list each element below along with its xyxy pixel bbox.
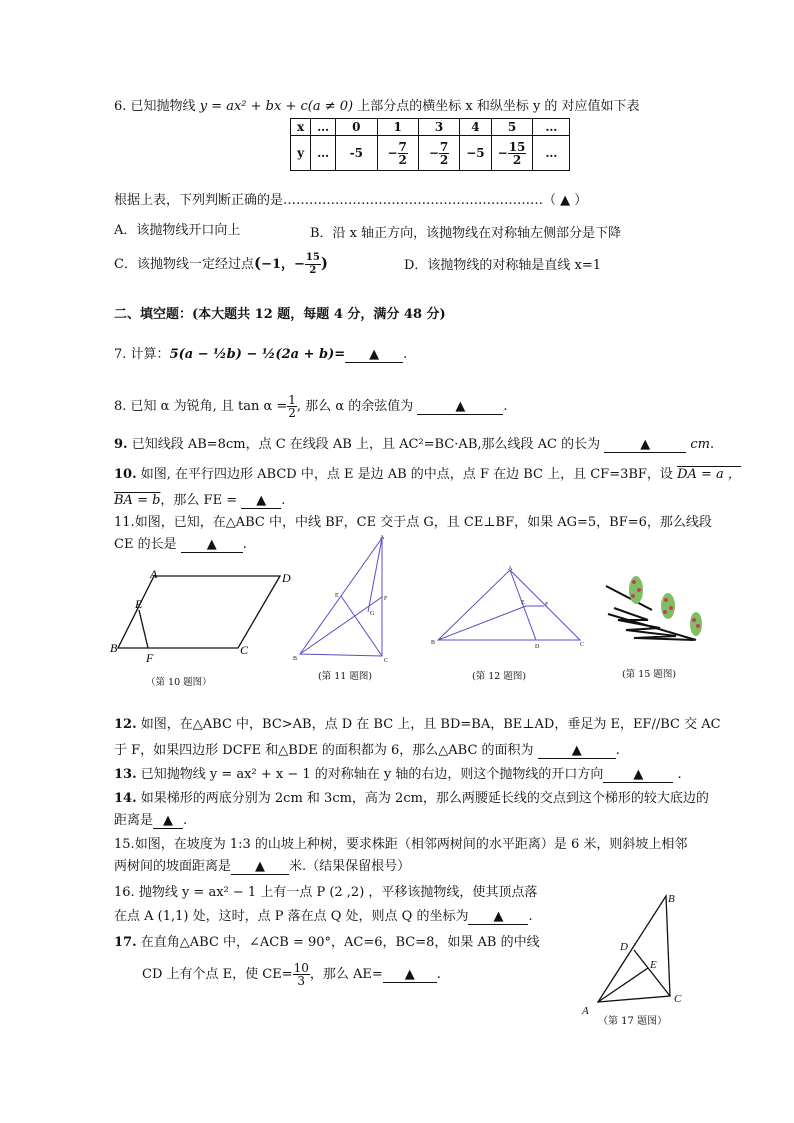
f15-trees	[629, 576, 702, 636]
f17-triangle	[598, 896, 670, 1002]
figure-15-slope-trees	[604, 568, 708, 648]
f15-caption: (第 15 题图)	[622, 669, 677, 680]
f11-label-f: F	[384, 596, 388, 602]
f17-median-cd	[634, 950, 670, 996]
f12-caption: (第 12 题图)	[472, 671, 527, 682]
q11-line2: CE 的长是 ▲ .	[114, 537, 247, 552]
q8: 8. 已知 α 为锐角, 且 tan α = $\frac{1}{2}$ , 那么 α 的余弦值为 ▲ .	[114, 393, 508, 420]
f17-label-b: B	[668, 893, 675, 905]
f17-caption: （第 17 题图）	[598, 1016, 668, 1027]
f15-slope-upper	[606, 586, 652, 610]
q6-number: 6.	[114, 99, 127, 114]
f10-label-f: F	[146, 651, 154, 665]
q11-answer-blank[interactable]: ▲	[181, 538, 243, 553]
q10-line1: 10. 如图, 在平行四边形 ABCD 中，点 E 是边 AB 的中点，点 F 在边 BC 上，且 CF=3BF，设 DA = a ，	[114, 467, 741, 482]
q11-line1: 11.如图，已知，在△ABC 中，中线 BF，CE 交于点 G，且 CE⊥BF，如果 AG=5，BF=6，那么线段	[114, 515, 712, 530]
f17-label-d: D	[620, 941, 628, 953]
f10-label-d: D	[282, 571, 291, 585]
f17-label-e: E	[650, 959, 657, 971]
q14-answer-blank[interactable]: ▲	[153, 814, 183, 829]
table-cell-frac: − $\frac{15}{2}$	[491, 136, 533, 171]
q12-line2: 于 F，如果四边形 DCFE 和△BDE 的面积都为 6，那么△ABC 的面积为 ▲ .	[114, 743, 620, 758]
f12-label-f: F	[545, 602, 549, 608]
f17-label-a: A	[582, 1005, 589, 1017]
q12-line1: 12. 如图，在△ABC 中，BC>AB，点 D 在 BC 上，且 BD=BA，BE⊥AD，垂足为 E，EF//BC 交 AC	[114, 717, 721, 732]
q13-answer-blank[interactable]: ▲	[603, 768, 673, 783]
q6-value-table	[290, 118, 570, 171]
figure-10-parallelogram	[110, 564, 300, 688]
f10-label-c: C	[240, 643, 249, 657]
f11-segment-ag	[368, 538, 382, 612]
f17-label-c: C	[674, 993, 682, 1005]
q14-line2: 距离是 ▲ .	[114, 813, 188, 828]
f12-label-c: C	[580, 642, 585, 648]
f12-segment-be	[438, 606, 526, 640]
section-2-heading: 二、填空题：(本大题共 12 题，每题 4 分，满分 48 分)	[114, 307, 446, 322]
q6-stem: 6. 已知抛物线 y = ax² + bx + c(a ≠ 0) 上部分点的横坐标 x 和纵坐标 y 的 对应值如下表	[114, 99, 640, 114]
f10-label-a: A	[150, 567, 158, 581]
f10-label-e: E	[135, 597, 143, 611]
q16-line2: 在点 A (1,1) 处，这时，点 P 落在点 Q 处，则点 Q 的坐标为 ▲ .	[114, 909, 533, 924]
figure-12-triangle	[428, 562, 588, 654]
f10-parallelogram	[118, 576, 280, 648]
f11-label-a: A	[380, 535, 385, 541]
table-cell-frac: − $\frac{7}{2}$	[377, 136, 418, 171]
q12-answer-blank[interactable]: ▲	[538, 744, 616, 759]
f10-caption: （第 10 题图）	[146, 677, 212, 688]
table-row-y: y … -5 − $\frac{7}{2}$ − $\frac{7}{2}$ −5 − $\frac{15}{2}$ …	[291, 136, 570, 171]
q17-answer-blank[interactable]: ▲	[383, 968, 437, 983]
q8-answer-blank[interactable]: ▲	[417, 400, 503, 415]
q9: 9. 已知线段 AB=8cm，点 C 在线段 AB 上，且 AC²=BC·AB,那么线段 AC 的长为 ▲ cm.	[114, 437, 715, 452]
q15-line1: 15.如图，在坡度为 1:3 的山坡上种树，要求株距（相邻两树间的水平距离）是 6 米，则斜坡上相邻	[114, 837, 688, 852]
q13: 13. 已知抛物线 y = ax² + x − 1 的对称轴在 y 轴的右边，则这个抛物线的开口方向 ▲ .	[114, 767, 682, 782]
f11-median-ce	[341, 596, 382, 656]
q17-line2: CD 上有个点 E，使 CE= $\frac{10}{3}$ ，那么 AE= ▲ .	[142, 961, 441, 988]
f12-label-a: A	[508, 566, 513, 572]
q16-line1: 16. 抛物线 y = ax² − 1 上有一点 P (2 ,2) ，平移该抛物线，使其顶点落	[114, 885, 538, 900]
f11-label-e: E	[335, 593, 339, 599]
f12-label-e: E	[521, 600, 525, 606]
q16-answer-blank[interactable]: ▲	[468, 910, 528, 925]
f17-segment-ae	[598, 968, 648, 1002]
q7-answer-blank[interactable]: ▲	[345, 348, 403, 363]
f11-caption: (第 11 题图)	[318, 671, 373, 682]
f10-segment-ef	[139, 610, 148, 648]
f11-label-g: G	[370, 611, 375, 617]
table-cell-frac: − $\frac{7}{2}$	[418, 136, 459, 171]
f10-label-b: B	[110, 641, 118, 655]
q6-option-b: B．沿 x 轴正方向，该抛物线在对称轴左侧部分是下降	[310, 226, 622, 241]
q6-option-d: D．该抛物线的对称轴是直线 x=1	[404, 258, 602, 273]
q7: 7. 计算：5(a − ½b) − ½(2a + b)= ▲ .	[114, 347, 408, 362]
q14-line1: 14. 如果梯形的两底分别为 2cm 和 3cm，高为 2cm，那么两腰延长线的交点到这个梯形的较大底边的	[114, 791, 709, 806]
figure-11-triangle	[290, 534, 400, 668]
f12-label-b: B	[431, 640, 436, 646]
f12-triangle	[438, 570, 580, 640]
figure-17-right-triangle	[578, 888, 688, 1022]
q6-option-c: C．该抛物线一定经过点(−1，− $\frac{15}{2}$ )	[114, 252, 328, 276]
q10-answer-blank[interactable]: ▲	[241, 494, 281, 509]
q15-line2: 两树间的坡面距离是 ▲ 米.（结果保留根号）	[114, 859, 411, 874]
table-row-x: x … 0 1 3 4 5 …	[291, 119, 570, 136]
q6-judge: 根据上表，下列判断正确的是……………………………………………………（ ▲ ）	[114, 193, 588, 208]
q15-answer-blank[interactable]: ▲	[231, 860, 289, 875]
q17-line1: 17. 在直角△ABC 中，∠ACB = 90°，AC=6，BC=8，如果 AB 的中线	[114, 935, 540, 950]
f12-label-d: D	[535, 644, 540, 650]
q6-option-a: A．该抛物线开口向上	[114, 223, 241, 238]
f11-label-c: C	[384, 658, 389, 664]
q9-answer-blank[interactable]: ▲	[604, 438, 686, 453]
q10-line2: BA = b，那么 FE = ▲ .	[114, 493, 286, 508]
f11-label-b: B	[293, 656, 298, 662]
